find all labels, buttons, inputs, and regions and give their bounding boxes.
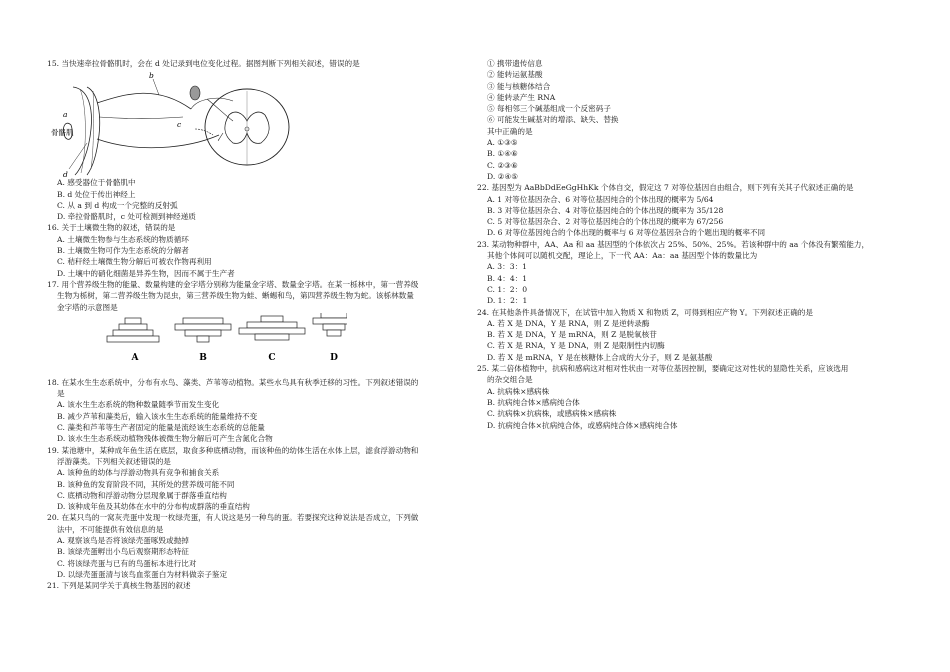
question-23-stem: 23. 某动物种群中，AA、Aa 和 aa 基因型的个体依次占 25%、50%、25%。若该种群中的 aa 个体没有繁殖能力，: [477, 239, 870, 249]
q21-item: ⑥ 可能发生碱基对的增添、缺失、替换: [487, 115, 619, 125]
option: D. 该水生生态系统动植物残体被微生物分解后可产生含氮化合物: [57, 434, 273, 444]
option: A. 感受器位于骨骼肌中: [57, 178, 136, 188]
left-column: [47, 58, 454, 592]
option: B. 3 对等位基因杂合、4 对等位基因纯合的个体出现的概率为 35/128: [487, 205, 724, 215]
reflex-arc-figure: [47, 69, 454, 177]
question-18: 18. 在某水生生态系统中，分布有水鸟、藻类、芦苇等动植物。某些水鸟具有秋季迁移的习性。下列叙述错误的 是 A. 该水生生态系统的物种数量随季节而发生变化 B. 减少芦苇和藻类后，输入该水生生态系统的能量维持不变 C. 藻类和芦苇等生产者固定的能量是流经该生态系统的总能量 D. 该水生生态系统动植物残体被微生物分解后可产生含氮化合物: [47, 377, 454, 445]
right-column: [477, 58, 897, 431]
option: A. 抗病株×感病株: [487, 386, 550, 396]
option: C. 抗病株×抗病株，或感病株×感病株: [487, 409, 617, 419]
option: A. 该水生生态系统的物种数量随季节而发生变化: [57, 400, 220, 410]
option: A. 若 X 是 DNA，Y 是 RNA，则 Z 是逆转录酶: [487, 318, 650, 328]
question-20-stem: 20. 在某只鸟的一窝灰壳蛋中发现一枚绿壳蛋，有人说这是另一种鸟的蛋。若要探究这种说法是否成立，下列做: [47, 513, 419, 523]
option: C. 藻类和芦苇等生产者固定的能量是流经该生态系统的总能量: [57, 423, 265, 433]
option: C. 若 X 是 RNA，Y 是 DNA，则 Z 是限制性内切酶: [487, 341, 665, 351]
label-skeletal-muscle: 骨骼肌: [51, 128, 74, 138]
option: D. 以绿壳蛋蛋清与该鸟血浆蛋白为材料做亲子鉴定: [57, 569, 228, 579]
label-c: c: [177, 120, 182, 130]
option: D. ②④⑤: [487, 171, 519, 181]
pyramid-label-a: A: [131, 352, 139, 363]
option: D. 1：2：1: [487, 296, 528, 306]
option: A. 观察该鸟是否将该绿壳蛋啄毁或抛掉: [57, 536, 189, 546]
question-23: 23. 某动物种群中，AA、Aa 和 aa 基因型的个体依次占 25%、50%、25%。若该种群中的 aa 个体没有繁殖能力， 其他个体间可以随机交配，理论上，下一代 AA：Aa：aa 基因型个体的数量比为 A. 3：3：1 B. 4：4：1 C. 1：2：0 D. 1：2：1: [477, 239, 897, 307]
question-17: 17. 用个营养级生物的能量、数量构建的金字塔分别称为能量金字塔、数量金字塔。在某一栎林中，第一营养级 生物为栎树，第二营养级生物为昆虫，第三营养级生物为蛙、蜥蜴和鸟，第四营养级生物为蛇。该栎林数量 金字塔的示意图是 A B C D: [47, 279, 454, 369]
question-22-stem: 22. 基因型为 AaBbDdEeGgHhKk 个体自交，假定这 7 对等位基因自由组合，则下列有关其子代叙述正确的是: [477, 183, 854, 193]
option: D. 若 X 是 mRNA，Y 是在核糖体上合成的大分子，则 Z 是氨基酸: [487, 352, 713, 362]
question-25: 25. 某二倍体植物中，抗病和感病这对相对性状由一对等位基因控制，要确定这对性状的显隐性关系，应该选用 的杂交组合是 A. 抗病株×感病株 B. 抗病纯合体×感病纯合体 C. 抗病株×抗病株，或感病株×感病株 D. 抗病纯合体×抗病纯合体，或感病纯合体×感病纯合体: [477, 363, 897, 431]
q21-item: ⑤ 每相邻三个碱基组成一个反密码子: [487, 104, 611, 114]
option: A. 该种鱼的幼体与浮游动物具有竞争和捕食关系: [57, 468, 220, 478]
reflex-arc-diagram: [47, 69, 307, 177]
option: C. 1：2：0: [487, 284, 528, 294]
question-16: [47, 222, 454, 278]
question-15-stem: 15. 当快速牵拉骨骼肌时，会在 d 处记录到电位变化过程。据图判断下列相关叙述，错误的是: [47, 59, 360, 68]
option: B. 若 X 是 DNA，Y 是 mRNA，则 Z 是脱氧核苷: [487, 330, 657, 340]
question-25-stem: 25. 某二倍体植物中，抗病和感病这对相对性状由一对等位基因控制，要确定这对性状的显隐性关系，应该选用: [477, 364, 849, 374]
option: A. 土壤微生物参与生态系统的物质循环: [57, 234, 189, 244]
question-16-stem: 16. 关于土壤微生物的叙述，错误的是: [47, 223, 176, 233]
option: A. 3：3：1: [487, 262, 527, 272]
option: B. 抗病纯合体×感病纯合体: [487, 397, 580, 407]
q21-item: ① 携带遗传信息: [487, 59, 543, 68]
option: C. 将该绿壳蛋与已有的鸟蛋标本进行比对: [57, 558, 197, 568]
question-19: 19. 某池塘中，某种成年鱼生活在底层，取食多种底栖动物，而该种鱼的幼体生活在水体上层，滤食浮游动物和 浮游藻类。下列相关叙述错误的是 A. 该种鱼的幼体与浮游动物具有竞争和捕食关系 B. 该种鱼的发育阶段不同，其所处的营养级可能不同 C. 底栖动物和浮游动物分层现象属于群落垂直结构 D. 该种成年鱼及其幼体在水中的分布构成群落的垂直结构: [47, 445, 454, 513]
question-15: [47, 58, 454, 222]
option: C. 从 a 到 d 构成一个完整的反射弧: [57, 200, 178, 210]
question-24-stem: 24. 在其他条件具备情况下，在试管中加入物质 X 和物质 Z，可得到相应产物 Y。下列叙述正确的是: [477, 307, 813, 317]
q21-prompt: 其中正确的是: [487, 126, 533, 136]
pyramid-figure: [47, 313, 454, 369]
option: C. 底栖动物和浮游动物分层现象属于群落垂直结构: [57, 490, 227, 500]
option: D. 该种成年鱼及其幼体在水中的分布构成群落的垂直结构: [57, 502, 250, 512]
question-17-stem: 17. 用个营养级生物的能量、数量构建的金字塔分别称为能量金字塔、数量金字塔。在某一栎林中，第一营养级: [47, 279, 419, 289]
label-a: a: [63, 110, 68, 120]
question-21-stem: 21. 下列是某同学关于真核生物基因的叙述: [47, 581, 191, 591]
option: B. 土壤微生物可作为生态系统的分解者: [57, 246, 189, 256]
label-d: d: [63, 170, 68, 178]
option: D. 6 对等位基因纯合的个体出现的概率与 6 对等位基因杂合的个题出现的概率不同: [487, 228, 766, 238]
option: D. 抗病纯合体×抗病纯合体，或感病纯合体×感病纯合体: [487, 420, 678, 430]
question-20: 20. 在某只鸟的一窝灰壳蛋中发现一枚绿壳蛋，有人说这是另一种鸟的蛋。若要探究这种说法是否成立，下列做 法中，不可能提供有效信息的是 A. 观察该鸟是否将该绿壳蛋啄毁或抛掉 B. 该绿壳蛋孵出小鸟后观察期形态特征 C. 将该绿壳蛋与已有的鸟蛋标本进行比对 D. 以绿壳蛋蛋清与该鸟血浆蛋白为材料做亲子鉴定: [47, 512, 454, 580]
question-21-items: [477, 58, 897, 182]
option: C. 5 对等位基因杂合、2 对等位基因纯合的个体出现的概率为 67/256: [487, 217, 724, 227]
option: D. 土壤中的硝化细菌是异养生物，因而不属于生产者: [57, 268, 235, 278]
q21-item: ② 能转运氨基酸: [487, 70, 543, 80]
option: B. 4：4：1: [487, 273, 528, 283]
question-15-options: [47, 177, 454, 222]
pyramid-label-d: D: [330, 352, 338, 363]
question-24: [477, 307, 897, 363]
question-19-stem: 19. 某池塘中，某种成年鱼生活在底层，取食多种底栖动物，而该种鱼的幼体生活在水体上层，滤食浮游动物和: [47, 445, 419, 455]
q21-item: ③ 能与核糖体结合: [487, 81, 551, 91]
option: B. 该绿壳蛋孵出小鸟后观察期形态特征: [57, 547, 189, 557]
question-22: [477, 182, 897, 238]
q21-item: ④ 能转录产生 RNA: [487, 92, 556, 102]
option: A. ①③⑤: [487, 138, 518, 148]
option: C. 秸秆经土壤微生物分解后可被农作物再利用: [57, 257, 212, 267]
pyramid-label-b: B: [199, 352, 207, 363]
option: B. 该种鱼的发育阶段不同，其所处的营养级可能不同: [57, 479, 235, 489]
option: D. 牵拉骨骼肌时，c 处可检测到神经递质: [57, 212, 196, 222]
option: A. 1 对等位基因杂合、6 对等位基因纯合的个体出现的概率为 5/64: [487, 194, 714, 204]
option: B. ①④⑥: [487, 149, 518, 159]
option: C. ②③⑥: [487, 160, 518, 170]
option: B. d 处位于传出神经上: [57, 189, 136, 199]
label-b: b: [149, 71, 154, 81]
pyramid-label-c: C: [268, 352, 276, 363]
option: B. 减少芦苇和藻类后，输入该水生生态系统的能量维持不变: [57, 411, 258, 421]
question-18-stem: 18. 在某水生生态系统中，分布有水鸟、藻类、芦苇等动植物。某些水鸟具有秋季迁移的习性。下列叙述错误的: [47, 377, 419, 387]
